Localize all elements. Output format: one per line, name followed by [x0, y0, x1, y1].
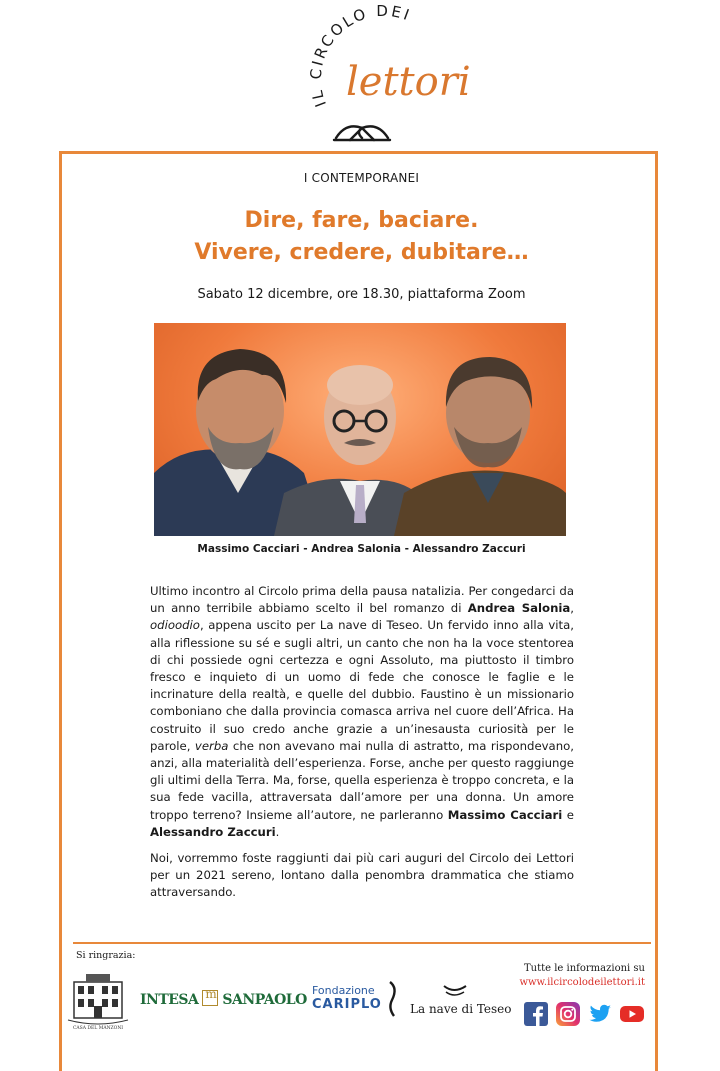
emphasis-bold: Alessandro Zaccuri	[150, 824, 276, 839]
svg-text:CASA DEL MANZONI: CASA DEL MANZONI	[72, 1026, 124, 1030]
sponsor-intesa-sanpaolo-logo: INTESAm SANPAOLO	[140, 990, 307, 1008]
text-run: ,	[570, 601, 575, 616]
description-paragraph-1	[150, 583, 574, 841]
sponsor-casa-manzoni-logo	[66, 972, 130, 1030]
speaker-portrait-right	[394, 357, 566, 536]
event-datetime: Sabato 12 dicembre, ore 18.30, piattaforma Zoom	[197, 287, 526, 302]
event-category: I CONTEMPORANEI	[303, 171, 420, 185]
instagram-icon[interactable]	[556, 1002, 580, 1026]
info-label: Tutte le informazioni su	[523, 963, 645, 974]
youtube-icon[interactable]	[620, 1002, 644, 1026]
logo-arc-text: IL CIRCOLO DEI	[306, 4, 414, 110]
facebook-icon[interactable]	[524, 1002, 548, 1026]
emphasis-bold: Massimo Cacciari	[447, 807, 563, 822]
emphasis-italic: odioodio	[150, 618, 200, 633]
event-title	[59, 205, 664, 269]
sponsor-nave-di-teseo-text: La nave di Teseo	[410, 1002, 512, 1016]
logo-script-text: lettori	[346, 59, 471, 105]
footer-divider	[73, 942, 651, 944]
description-paragraph-2	[150, 850, 574, 902]
text-run: Ultimo incontro al Circolo prima della pausa natalizia. Per congedarci da un anno terribile abbiamo scelto il bel romanzo di	[150, 584, 574, 616]
sponsors-heading: Si ringrazia:	[76, 950, 136, 961]
event-title-line-1: Dire, fare, baciare.	[244, 208, 479, 233]
event-title-line-2: Vivere, credere, dubitare…	[194, 240, 529, 265]
text-run: e	[562, 807, 575, 822]
emphasis-italic: verba	[194, 738, 229, 753]
text-run: , appena uscito per La nave di Teseo. Un fervido inno alla vita, alla riflessione su sé e sugli altri, un canto che non ha la voce stentorea di chi possiede ogni certezza e ogni Assoluto, ma piuttosto il timbro fresco e inquieto di un uomo di fede che conosce le faglie e le incrinature della realtà, e quelle del dubbio. Faustino è un missionario comboniano che dalla provincia comasca arriva nel cuore dell’Africa. Ha costruito il suo credo anche grazie a un’inesausta curiosità per le parole,	[150, 618, 574, 753]
text-run: che non avevano mai nulla di astratto, ma rispondevano, anzi, alla materialità dell’esperienza. Forse, anche per questo raggiunge gli ultimi della Terra. Ma, forse, quella esperienza è troppo concreta, e la sua fede vacilla, attraversata dall’amore per una donna. Un amore troppo terreno? Insieme all’autore, ne parleranno	[150, 738, 574, 822]
social-links	[524, 1002, 644, 1026]
text-run: .	[275, 824, 280, 839]
text-run: Noi, vorremmo foste raggiunti dai più cari auguri del Circolo dei Lettori per un 2021 sereno, lontano dalla penombra drammatica che stiamo attraversando.	[150, 851, 574, 900]
sponsor-fondazione-cariplo-logo: Fondazione CARIPLO	[312, 984, 382, 1012]
event-description	[150, 583, 574, 911]
open-book-icon	[334, 126, 390, 140]
info-block	[519, 962, 645, 990]
emphasis-bold: Andrea Salonia	[467, 601, 571, 616]
twitter-icon[interactable]	[588, 1002, 612, 1026]
circolo-logo	[290, 4, 480, 152]
speakers-caption: Massimo Cacciari - Andrea Salonia - Alessandro Zaccuri	[197, 543, 526, 555]
website-link[interactable]: www.ilcircolodeilettori.it	[519, 977, 645, 988]
speakers-photo	[154, 323, 566, 536]
